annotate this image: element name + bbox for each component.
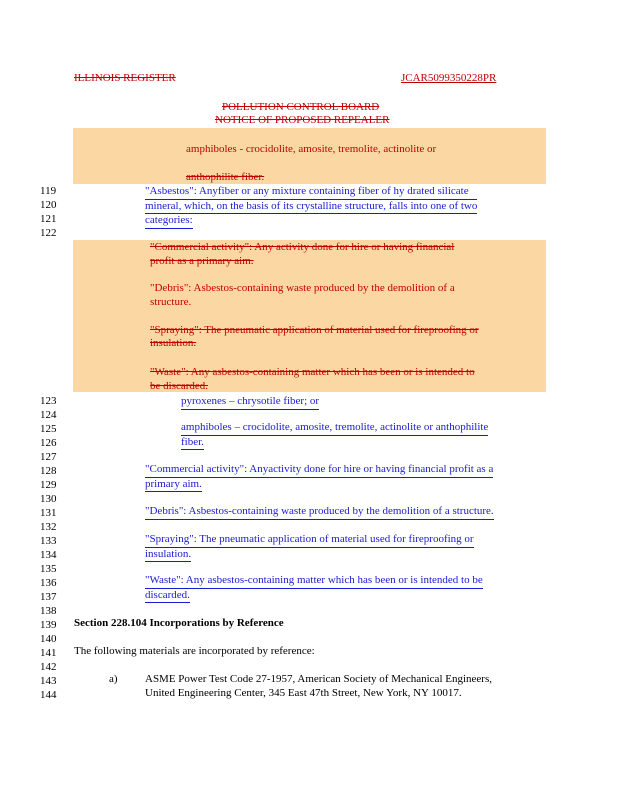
line-number: 144	[40, 689, 57, 701]
pyroxenes-item: pyroxenes – chrysotile fiber; or	[181, 395, 319, 410]
line-number: 142	[40, 661, 57, 673]
line-number: 132	[40, 521, 57, 533]
asbestos-definition	[145, 185, 477, 229]
line-number: 126	[40, 437, 57, 449]
line-number: 136	[40, 577, 57, 589]
asbestos-def-line-3: categories:	[145, 214, 193, 229]
line-number: 139	[40, 619, 57, 631]
line-number: 134	[40, 549, 57, 561]
line-number: 127	[40, 451, 57, 463]
line-number: 120	[40, 199, 57, 211]
asbestos-def-line-1: "Asbestos": Anyfiber or any mixture containing fiber of hy drated silicate	[145, 185, 477, 200]
register-title: ILLINOIS REGISTER	[74, 72, 176, 84]
notice-title: NOTICE OF PROPOSED REPEALER	[215, 114, 390, 126]
top-amphiboles-line: amphiboles - crocidolite, amosite, tremolite, actinolite or	[186, 143, 437, 155]
line-number: 122	[40, 227, 57, 239]
item-a-label: a)	[109, 673, 118, 685]
line-number: 135	[40, 563, 57, 575]
waste-line-1: "Waste": Any asbestos-containing matter which has been or is intended to be	[145, 574, 483, 589]
top-anthophilite-line: anthophilite fiber.	[186, 171, 265, 183]
line-number: 143	[40, 675, 57, 687]
line-number: 129	[40, 479, 57, 491]
commercial-line-1: "Commercial activity": Anyactivity done for hire or having financial profit as a	[145, 463, 493, 478]
deleted-commercial-line-2: profit as a primary aim.	[150, 255, 254, 267]
section-heading: Section 228.104 Incorporations by Reference	[74, 617, 284, 629]
line-number: 140	[40, 633, 57, 645]
deleted-debris-line-1: "Debris": Asbestos-containing waste produced by the demolition of a	[150, 282, 455, 294]
deleted-commercial-line-1: "Commercial activity": Any activity done for hire or having financial	[150, 241, 455, 253]
item-a-line-1: ASME Power Test Code 27-1957, American Society of Mechanical Engineers,	[145, 673, 492, 685]
asbestos-def-line-2: mineral, which, on the basis of its crystalline structure, falls into one of two	[145, 200, 477, 215]
waste-line-2: discarded.	[145, 589, 190, 604]
line-number: 130	[40, 493, 57, 505]
amphiboles-line-1: amphiboles – crocidolite, amosite, tremolite, actinolite or anthophilite	[181, 421, 488, 436]
line-number: 133	[40, 535, 57, 547]
debris-definition: "Debris": Asbestos-containing waste produced by the demolition of a structure.	[145, 505, 494, 520]
line-number: 119	[40, 185, 57, 197]
deleted-waste-line-1: "Waste": Any asbestos-containing matter which has been or is intended to	[150, 366, 475, 378]
line-number: 124	[40, 409, 57, 421]
deleted-highlight-top	[73, 128, 546, 184]
deleted-debris-line-2: structure.	[150, 296, 192, 308]
waste-definition	[145, 574, 483, 603]
commercial-activity-definition	[145, 463, 493, 492]
item-a-line-2: United Engineering Center, 345 East 47th Street, New York, NY 10017.	[145, 687, 462, 699]
line-number: 131	[40, 507, 57, 519]
line-number: 128	[40, 465, 57, 477]
amphiboles-item	[181, 421, 488, 450]
spraying-line-2: insulation.	[145, 548, 191, 563]
amphiboles-line-2: fiber.	[181, 436, 204, 451]
document-code: JCAR5099350228PR	[401, 72, 497, 84]
line-number: 125	[40, 423, 57, 435]
spraying-line-1: "Spraying": The pneumatic application of material used for fireproofing or	[145, 533, 474, 548]
deleted-spraying-line-2: insulation.	[150, 337, 197, 349]
line-number: 141	[40, 647, 57, 659]
line-number: 138	[40, 605, 57, 617]
agency-name: POLLUTION CONTROL BOARD	[222, 101, 380, 113]
deleted-spraying-line-1: "Spraying": The pneumatic application of material used for fireproofing or	[150, 324, 479, 336]
deleted-waste-line-2: be discarded.	[150, 380, 209, 392]
line-number: 137	[40, 591, 57, 603]
line-number: 121	[40, 213, 57, 225]
line-number: 123	[40, 395, 57, 407]
section-intro: The following materials are incorporated by reference:	[74, 645, 315, 657]
spraying-definition	[145, 533, 474, 562]
commercial-line-2: primary aim.	[145, 478, 202, 493]
